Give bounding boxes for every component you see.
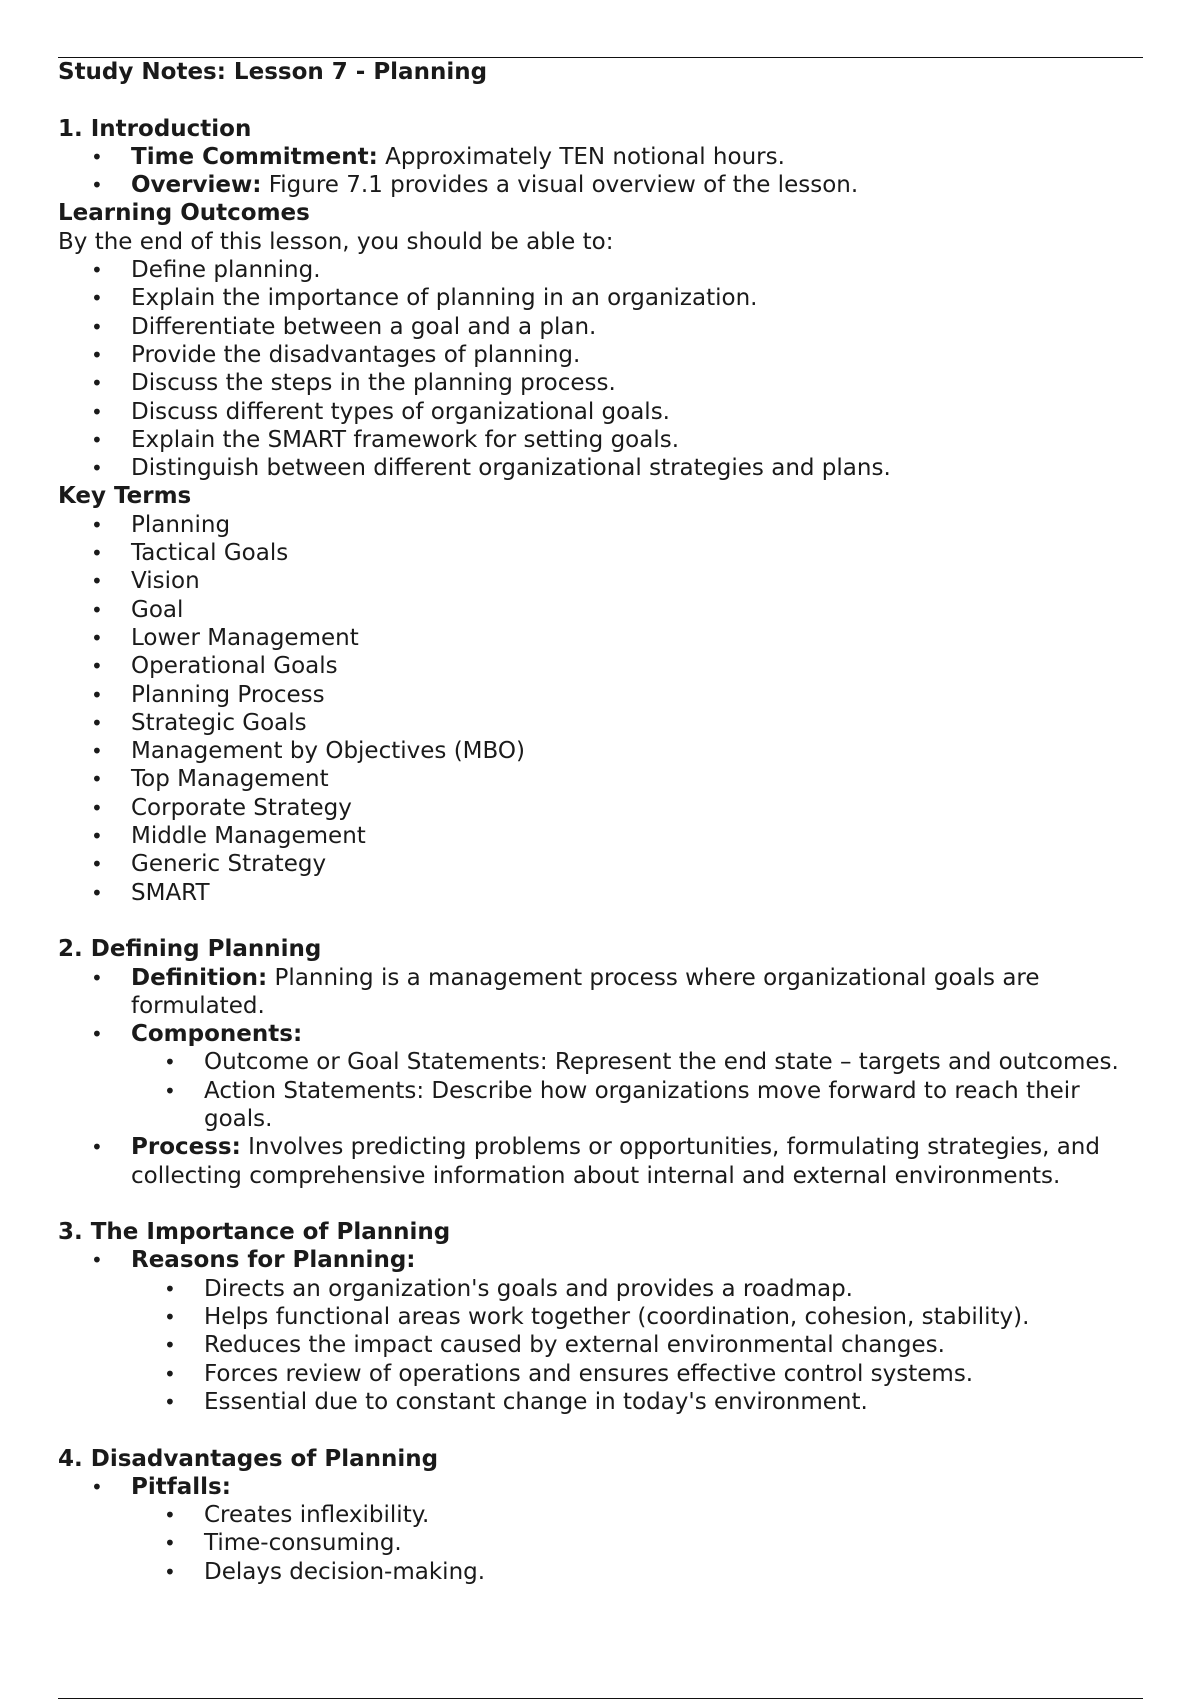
list-item: • Strategic Goals <box>58 709 1143 737</box>
list-item <box>58 1020 1143 1133</box>
list-item: • Discuss different types of organizational goals. <box>58 398 1143 426</box>
sub-list-item: • Essential due to constant change in today's environment. <box>58 1388 1143 1416</box>
reasons-sublist <box>58 1275 1143 1416</box>
item-label: Overview: <box>131 172 262 199</box>
sub-list-item: • Directs an organization's goals and provides a roadmap. <box>58 1275 1143 1303</box>
list-item <box>58 1246 1143 1416</box>
item-label: Components: <box>131 1021 303 1048</box>
learning-outcomes-list <box>58 256 1143 482</box>
list-item: • Middle Management <box>58 822 1143 850</box>
list-item <box>58 143 1143 171</box>
list-item: • Vision <box>58 567 1143 595</box>
list-item: • Tactical Goals <box>58 539 1143 567</box>
list-item: • Provide the disadvantages of planning. <box>58 341 1143 369</box>
item-text: Approximately TEN notional hours. <box>377 143 785 170</box>
defining-list <box>58 964 1143 1190</box>
sub-list-item: • Reduces the impact caused by external environmental changes. <box>58 1331 1143 1359</box>
list-item: • Top Management <box>58 765 1143 793</box>
sub-list-item: • Time-consuming. <box>58 1529 1143 1557</box>
bottom-rule <box>58 1698 1143 1699</box>
importance-list <box>58 1246 1143 1416</box>
item-label: Process: <box>131 1134 241 1161</box>
learning-outcomes-intro: By the end of this lesson, you should be able to: <box>58 228 614 255</box>
list-item: • Operational Goals <box>58 652 1143 680</box>
sub-list-item: • Outcome or Goal Statements: Represent the end state – targets and outcomes. <box>58 1048 1143 1076</box>
list-item: • Lower Management <box>58 624 1143 652</box>
list-item: • Differentiate between a goal and a plan. <box>58 313 1143 341</box>
sub-list-item: • Creates inflexibility. <box>58 1501 1143 1529</box>
components-sublist <box>58 1048 1143 1133</box>
reasons-sublist-wrap <box>58 1275 1143 1416</box>
list-item: • SMART <box>58 879 1143 907</box>
list-item: • Distinguish between different organizational strategies and plans. <box>58 454 1143 482</box>
key-terms-heading: Key Terms <box>58 483 192 510</box>
list-item: • Planning <box>58 511 1143 539</box>
list-item: • Planning Process <box>58 681 1143 709</box>
section-introduction-heading: 1. Introduction <box>58 115 252 142</box>
section-importance-heading: 3. The Importance of Planning <box>58 1219 451 1246</box>
list-item <box>58 171 1143 199</box>
list-item: • Management by Objectives (MBO) <box>58 737 1143 765</box>
list-item <box>58 1473 1143 1586</box>
pitfalls-sublist <box>58 1501 1143 1586</box>
item-text: Planning is a management process where organizational goals are formulated. <box>131 964 1040 1019</box>
sub-list-item: • Helps functional areas work together (coordination, cohesion, stability). <box>58 1303 1143 1331</box>
list-item <box>58 1133 1143 1190</box>
list-item: • Discuss the steps in the planning process. <box>58 369 1143 397</box>
item-text: Involves predicting problems or opportunities, formulating strategies, and collecting comprehensive information about internal and external environments. <box>131 1134 1100 1189</box>
sub-list-item: • Delays decision-making. <box>58 1558 1143 1586</box>
item-text: Figure 7.1 provides a visual overview of the lesson. <box>261 172 859 199</box>
item-label: Reasons for Planning: <box>131 1247 416 1274</box>
list-item: • Corporate Strategy <box>58 794 1143 822</box>
list-item <box>58 964 1143 1021</box>
list-item: • Explain the importance of planning in an organization. <box>58 284 1143 312</box>
key-terms-list <box>58 511 1143 907</box>
section-disadvantages-heading: 4. Disadvantages of Planning <box>58 1445 439 1472</box>
introduction-list <box>58 143 1143 200</box>
pitfalls-sublist-wrap <box>58 1501 1143 1586</box>
learning-outcomes-heading: Learning Outcomes <box>58 200 310 227</box>
item-label: Time Commitment: <box>131 143 378 170</box>
sub-list-item: • Forces review of operations and ensures effective control systems. <box>58 1360 1143 1388</box>
item-label: Pitfalls: <box>131 1473 231 1500</box>
list-item: • Goal <box>58 596 1143 624</box>
list-item: • Explain the SMART framework for setting goals. <box>58 426 1143 454</box>
disadvantages-list <box>58 1473 1143 1586</box>
components-sublist-wrap <box>58 1048 1143 1133</box>
list-item: • Define planning. <box>58 256 1143 284</box>
document-page <box>58 57 1143 1586</box>
item-label: Definition: <box>131 964 268 991</box>
sub-list-item: • Action Statements: Describe how organizations move forward to reach their goals. <box>58 1077 1143 1134</box>
list-item: • Generic Strategy <box>58 850 1143 878</box>
section-defining-heading: 2. Defining Planning <box>58 936 322 963</box>
document-title: Study Notes: Lesson 7 - Planning <box>58 59 488 85</box>
